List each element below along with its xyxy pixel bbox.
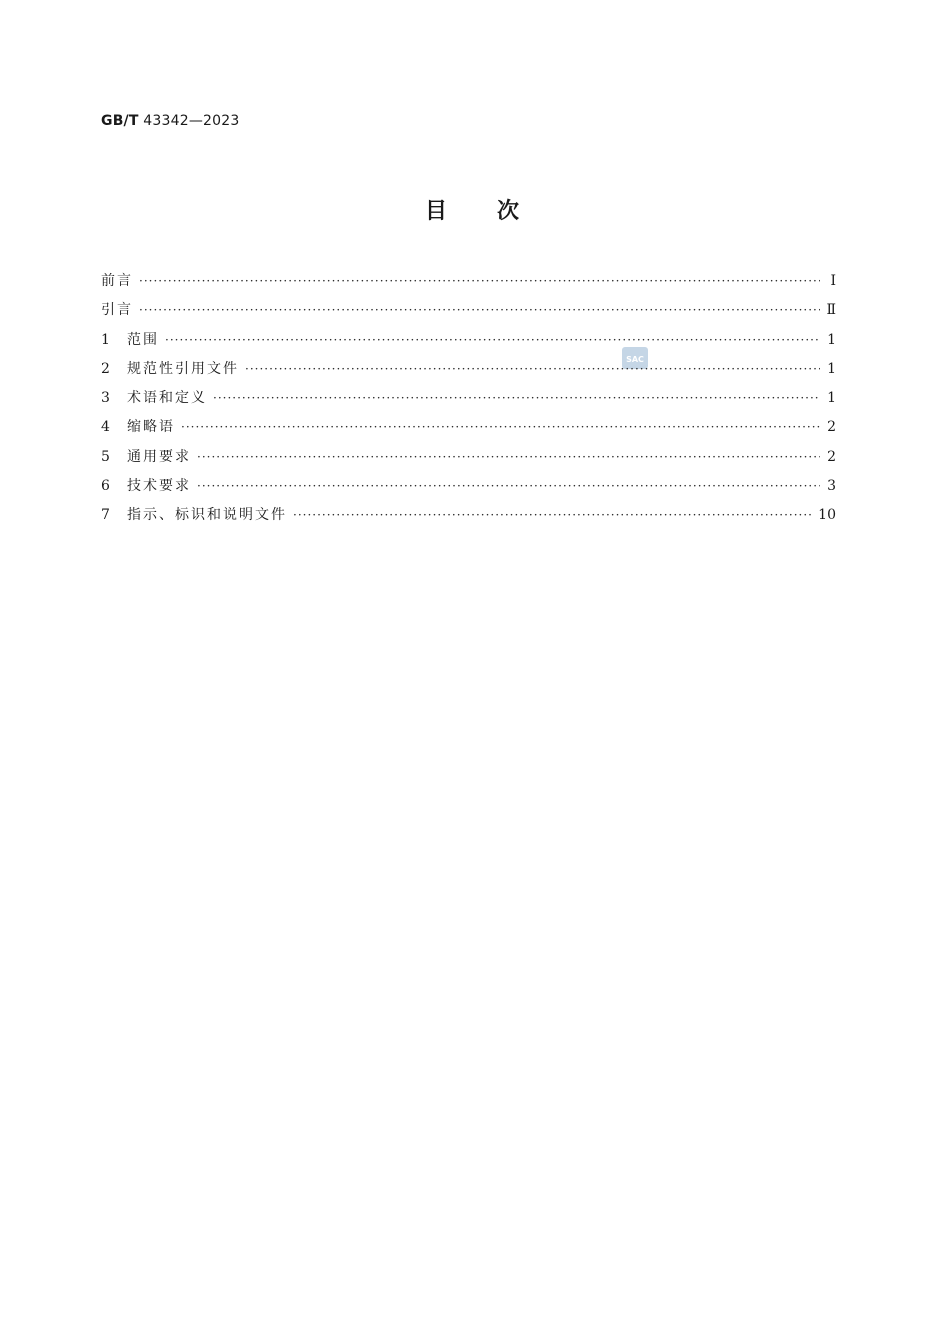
toc-leader-dots xyxy=(181,420,820,434)
document-code-number: 43342—2023 xyxy=(143,113,240,129)
toc-entry-page: 1 xyxy=(827,331,836,348)
toc-entry-label: 引言 xyxy=(101,302,133,319)
toc-entry-number: 7 xyxy=(101,507,110,524)
toc-leader-dots xyxy=(139,303,820,317)
document-code-prefix: GB/T xyxy=(101,113,139,129)
toc-entry-label: 通用要求 xyxy=(127,448,191,465)
watermark-text: SAC xyxy=(626,355,644,364)
toc-entry-abbreviations[interactable] xyxy=(101,416,836,445)
toc-entry-markings-instructions[interactable] xyxy=(101,504,836,533)
toc-entry-page: Ⅰ xyxy=(830,273,836,289)
toc-entry-number: 2 xyxy=(101,360,110,377)
toc-entry-page: 1 xyxy=(827,360,836,377)
toc-leader-dots xyxy=(245,362,820,376)
toc-entry-number: 4 xyxy=(101,419,110,436)
toc-entry-number: 1 xyxy=(101,331,110,348)
toc-leader-dots xyxy=(165,333,820,347)
document-code xyxy=(101,113,239,129)
toc-entry-page: Ⅱ xyxy=(826,302,836,319)
toc-entry-label: 术语和定义 xyxy=(127,390,207,407)
toc-leader-dots xyxy=(213,391,820,405)
toc-entry-label: 技术要求 xyxy=(127,478,191,495)
toc-leader-dots xyxy=(139,274,820,288)
table-of-contents xyxy=(101,270,836,534)
toc-entry-label: 指示、标识和说明文件 xyxy=(127,507,287,524)
toc-entry-page: 1 xyxy=(827,390,836,407)
toc-entry-page: 2 xyxy=(827,419,836,436)
toc-entry-scope[interactable] xyxy=(101,329,836,358)
toc-entry-terms-definitions[interactable] xyxy=(101,387,836,416)
toc-leader-dots xyxy=(197,450,820,464)
toc-entry-general-requirements[interactable] xyxy=(101,446,836,475)
toc-entry-page: 2 xyxy=(827,448,836,465)
toc-entry-number: 6 xyxy=(101,478,110,495)
toc-entry-technical-requirements[interactable] xyxy=(101,475,836,504)
toc-entry-number: 5 xyxy=(101,448,110,465)
toc-entry-number: 3 xyxy=(101,390,110,407)
toc-entry-label: 前言 xyxy=(101,273,133,289)
toc-entry-page: 3 xyxy=(827,478,836,495)
toc-entry-page: 10 xyxy=(818,507,836,524)
toc-entry-label: 缩略语 xyxy=(127,419,175,436)
toc-entry-foreword[interactable] xyxy=(101,270,836,299)
toc-entry-label: 范围 xyxy=(127,331,159,348)
toc-entry-introduction[interactable] xyxy=(101,299,836,328)
page-title: 目次 xyxy=(424,199,569,224)
toc-entry-label: 规范性引用文件 xyxy=(127,360,239,377)
toc-leader-dots xyxy=(197,479,820,493)
toc-entry-normative-references[interactable] xyxy=(101,358,836,387)
toc-leader-dots xyxy=(293,508,812,522)
